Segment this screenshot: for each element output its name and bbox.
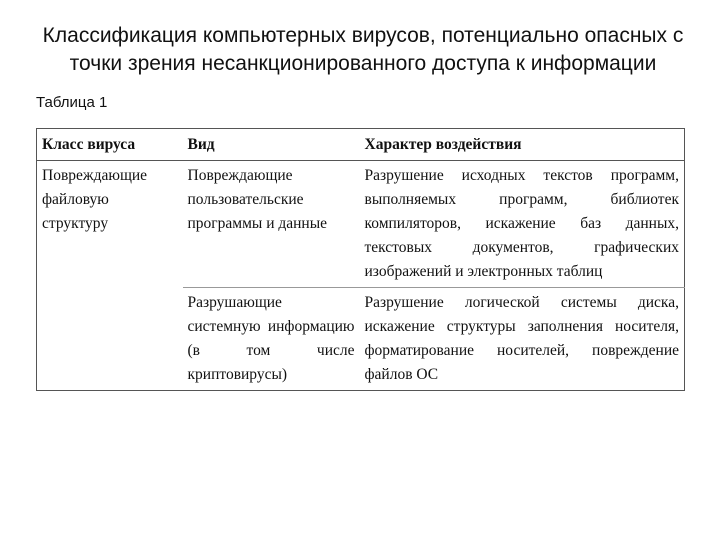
table-row	[37, 161, 685, 288]
header-virus-class: Класс вируса	[37, 129, 183, 161]
header-type: Вид	[183, 129, 360, 161]
virus-classification-table	[36, 128, 685, 391]
cell-effect: Разрушение логической системы диска, искажение структуры заполнения носителя, форматирование носителей, повреждение файлов ОС	[360, 288, 685, 391]
cell-effect: Разрушение исходных текстов программ, выполняемых программ, библиотек компиляторов, искажение баз данных, текстовых документов, графических изображений и электронных таблиц	[364, 167, 679, 280]
cell-type: Разрушающие системную информацию (в том числе криптовирусы)	[183, 288, 360, 391]
table-caption: Таблица 1	[36, 94, 108, 111]
cell-virus-class: Повреждающие файловую структуру	[42, 167, 148, 232]
page-title: Классификация компьютерных вирусов, потенциально опасных с точки зрения несанкционированного доступа к информации	[42, 24, 684, 75]
table-header-row	[37, 129, 685, 161]
header-effect: Характер воздействия	[360, 129, 685, 161]
cell-type: Повреждающие пользовательские программы и данные	[187, 167, 328, 232]
